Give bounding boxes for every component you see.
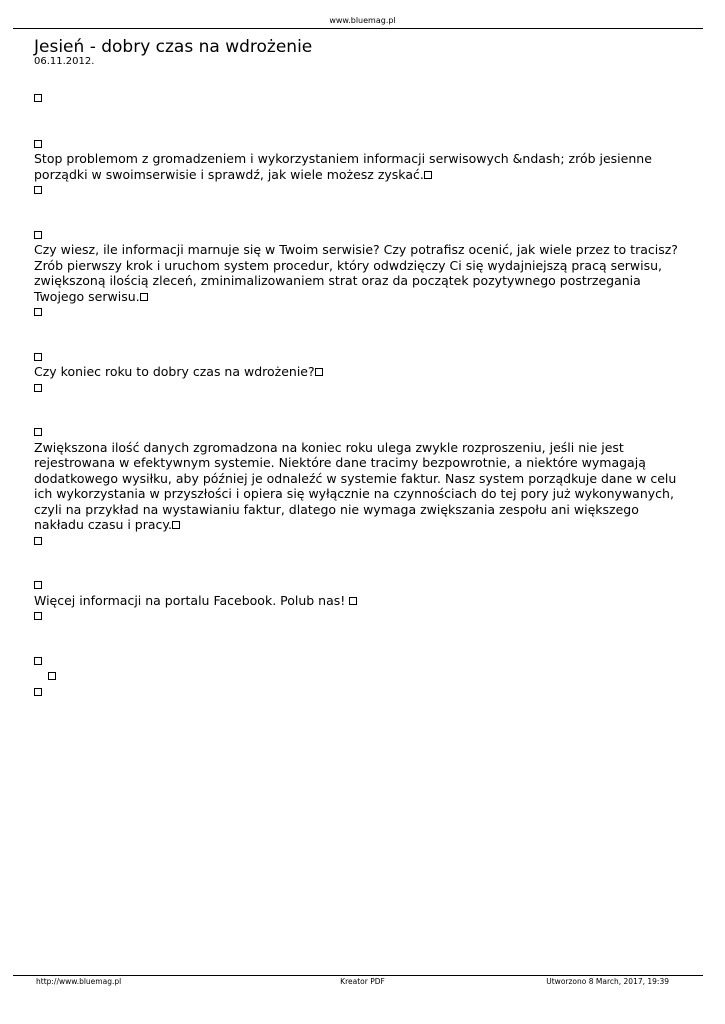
missing-glyph-icon bbox=[34, 581, 42, 589]
missing-glyph-icon bbox=[48, 672, 56, 680]
placeholder-line bbox=[34, 653, 684, 669]
footer-divider bbox=[13, 975, 703, 976]
missing-glyph-icon bbox=[34, 537, 42, 545]
missing-glyph-icon bbox=[34, 140, 42, 148]
missing-glyph-icon bbox=[34, 308, 42, 316]
missing-glyph-icon bbox=[34, 353, 42, 361]
footer-generator: Kreator PDF bbox=[340, 977, 385, 986]
paragraph-text: Więcej informacji na portalu Facebook. Polub nas! bbox=[34, 592, 350, 608]
missing-glyph-icon bbox=[140, 293, 148, 301]
paragraph-text: Czy wiesz, ile informacji marnuje się w Twoim serwisie? Czy potrafisz ocenić, jak wiele przez to tracisz? Zrób pierwszy krok i uruchom system procedur, który odwdzięczy Ci się wydajniejszą pracą serwisu, zwiększoną ilością zleceń, zminimalizowaniem strat oraz da początek pozytywnego postrzegania Twojego serwisu. bbox=[34, 242, 678, 304]
placeholder-line bbox=[34, 136, 684, 152]
placeholder-line bbox=[34, 577, 684, 593]
missing-glyph-icon bbox=[34, 231, 42, 239]
placeholder-line bbox=[34, 90, 684, 106]
article-body bbox=[34, 90, 684, 699]
placeholder-line bbox=[34, 424, 684, 440]
paragraph-text: Czy koniec roku to dobry czas na wdrożenie? bbox=[34, 364, 315, 379]
placeholder-line bbox=[34, 608, 684, 624]
footer-url: http://www.bluemag.pl bbox=[36, 977, 122, 986]
missing-glyph-icon bbox=[172, 521, 180, 529]
paragraph bbox=[34, 242, 684, 304]
missing-glyph-icon bbox=[349, 597, 357, 605]
missing-glyph-icon bbox=[315, 368, 323, 376]
placeholder-line bbox=[34, 380, 684, 396]
article-date: 06.11.2012. bbox=[34, 56, 95, 67]
missing-glyph-icon bbox=[34, 186, 42, 194]
missing-glyph-icon bbox=[34, 657, 42, 665]
paragraph-text: Zwiększona ilość danych zgromadzona na koniec roku ulega zwykle rozproszeniu, jeśli nie jest rejestrowana w efektywnym systemie. Niektóre dane tracimy bezpowrotnie, a niektóre wymagają dodatkowego wysiłku, aby później je odnaleźć w systemie faktur. Nasz system porządkuje dane w celu ich wykorzystania w przyszłości i opiera się wyłącznie na czynnościach do tej pory już wykonywanych, czyli na przykład na wystawianiu faktur, dlatego nie wymaga zwiększania zespołu ani większego nakładu czasu i pracy. bbox=[34, 439, 677, 532]
missing-glyph-icon bbox=[34, 94, 42, 102]
missing-glyph-icon bbox=[34, 612, 42, 620]
placeholder-line bbox=[34, 227, 684, 243]
missing-glyph-icon bbox=[34, 384, 42, 392]
missing-glyph-icon bbox=[424, 171, 432, 179]
header-site-url: www.bluemag.pl bbox=[329, 16, 396, 25]
placeholder-line bbox=[34, 182, 684, 198]
facebook-paragraph bbox=[34, 593, 684, 609]
placeholder-line bbox=[34, 304, 684, 320]
placeholder-line bbox=[34, 684, 684, 700]
article-title: Jesień - dobry czas na wdrożenie bbox=[34, 37, 313, 57]
placeholder-line bbox=[34, 668, 684, 684]
footer-created: Utworzono 8 March, 2017, 19:39 bbox=[546, 977, 669, 986]
paragraph-text: Stop problemom z gromadzeniem i wykorzystaniem informacji serwisowych &ndash; zrób jesienne porządki w swoimserwisie i sprawdź, jak wiele możesz zyskać. bbox=[34, 151, 652, 182]
missing-glyph-icon bbox=[34, 428, 42, 436]
placeholder-line bbox=[34, 533, 684, 549]
header-divider bbox=[13, 28, 703, 29]
missing-glyph-icon bbox=[34, 688, 42, 696]
paragraph bbox=[34, 151, 684, 182]
placeholder-line bbox=[34, 349, 684, 365]
paragraph bbox=[34, 440, 684, 533]
paragraph bbox=[34, 364, 684, 380]
